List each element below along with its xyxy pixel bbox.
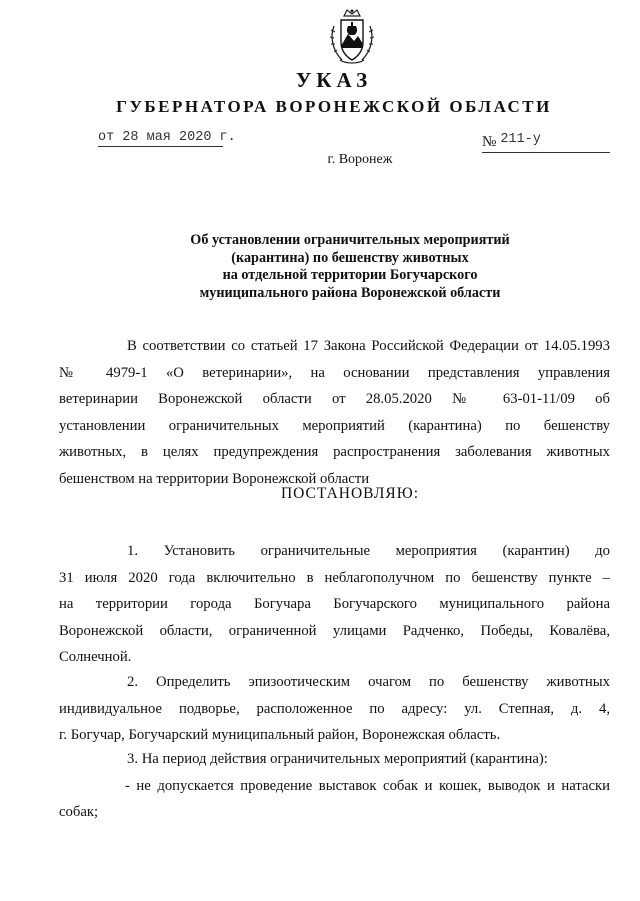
paragraph-line: Солнечной. (59, 649, 132, 666)
subject-line: муниципального района Воронежской области (199, 284, 501, 301)
document-number-field (482, 132, 610, 153)
subject-line: на отдельной территории Богучарского (222, 267, 478, 283)
paragraph-line: индивидуальное подворье, расположенное по адресу: ул. Степная, д. 4, (59, 700, 610, 717)
item-2-paragraph (59, 669, 610, 749)
document-title: УКАЗ (295, 68, 373, 92)
number-sign: № (482, 134, 497, 150)
item-1-paragraph (59, 538, 610, 671)
paragraph-line: установлении ограничительных мероприятий (карантина) по бешенству (59, 417, 610, 434)
paragraph-line: на территории города Богучара Богучарского муниципального района (59, 596, 610, 613)
paragraph-line: 2. Определить эпизоотическим очагом по бешенству животных (127, 674, 610, 690)
paragraph-line: Воронежской области, ограниченной улицами Радченко, Победы, Ковалёва, (59, 622, 610, 639)
subject-line: Об установлении ограничительных мероприятий (190, 232, 510, 248)
paragraph-line: ветеринарии Воронежской области от 28.05.2020 № 63-01-11/09 об (59, 391, 610, 408)
document-subject (160, 232, 540, 302)
intro-paragraph (59, 333, 610, 493)
paragraph-line: 31 июля 2020 года включительно в неблагополучном по бешенству пункте – (59, 569, 610, 586)
paragraph-line: животных, в целях предупреждения распространения заболевания животных (59, 444, 610, 461)
paragraph-line: В соответствии со статьей 17 Закона Российской Федерации от 14.05.1993 (127, 338, 610, 354)
subject-line: (карантина) по бешенству животных (231, 249, 469, 266)
decree-heading: ПОСТАНОВЛЯЮ: (280, 485, 420, 502)
paragraph-line: 1. Установить ограничительные мероприятия (карантин) до (127, 543, 610, 559)
paragraph-line: 3. На период действия ограничительных мероприятий (карантина): (127, 751, 548, 767)
document-date: от 28 мая 2020 г. (98, 130, 236, 145)
document-number: 211-у (500, 132, 541, 147)
paragraph-line: собак; (59, 804, 99, 821)
paragraph-line: - не допускается проведение выставок собак и кошек, выводок и натаски (125, 777, 610, 794)
document-subtitle: ГУБЕРНАТОРА ВОРОНЕЖСКОЙ ОБЛАСТИ (116, 97, 552, 116)
paragraph-line: г. Богучар, Богучарский муниципальный район, Воронежская область. (59, 727, 501, 744)
paragraph-line: бешенством на территории Воронежской области (59, 470, 370, 487)
document-city: г. Воронеж (327, 152, 393, 167)
item-3-paragraph (59, 746, 610, 826)
paragraph-line: № 4979-1 «О ветеринарии», на основании представления управления (59, 364, 610, 381)
coat-of-arms-icon (326, 8, 378, 68)
